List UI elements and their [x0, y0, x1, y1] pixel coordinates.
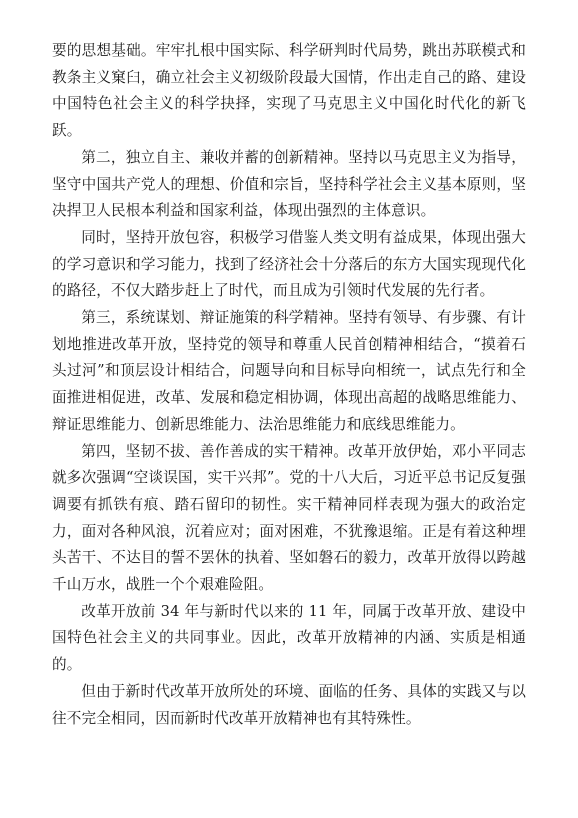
- paragraph-openness: 同时，坚持开放包容，积极学习借鉴人类文明有益成果，体现出强大的学习意识和学习能力，找到了经济社会十分落后的东方大国实现现代化的路径，不仅大踏步赶上了时代，而且成为引领时代发展的先行者。: [52, 228, 526, 300]
- paragraph-innovation-spirit: 第二，独立自主、兼收并蓄的创新精神。坚持以马克思主义为指导，坚守中国共产党人的理想、价值和宗旨，坚持科学社会主义基本原则，坚决捍卫人民根本利益和国家利益，体现出强烈的主体意识。: [52, 148, 526, 220]
- paragraph-common-cause: 改革开放前 34 年与新时代以来的 11 年，同属于改革开放、建设中国特色社会主义的共同事业。因此，改革开放精神的内涵、实质是相通的。: [52, 602, 526, 674]
- paragraph-practical-spirit: 第四，坚韧不拔、善作善成的实干精神。改革开放伊始，邓小平同志就多次强调“空谈误国，实干兴邦”。党的十八大后，习近平总书记反复强调要有抓铁有痕、踏石留印的韧性。实干精神同样表现为强大的政治定力，面对各种风浪，沉着应对；面对困难，不犹豫退缩。正是有着这种埋头苦干、不达目的誓不罢休的执着、坚如磐石的毅力，改革开放得以跨越千山万水，战胜一个个艰难险阻。: [52, 442, 526, 594]
- paragraph-continuation: 要的思想基础。牢牢扎根中国实际、科学研判时代局势，跳出苏联模式和教条主义窠臼，确立社会主义初级阶段最大国情，作出走自己的路、建设中国特色社会主义的科学抉择，实现了马克思主义中国化时代化的新飞跃。: [52, 42, 526, 140]
- paragraph-particularity: 但由于新时代改革开放所处的环境、面临的任务、具体的实践又与以往不完全相同，因而新时代改革开放精神也有其特殊性。: [52, 682, 526, 727]
- paragraph-scientific-spirit: 第三，系统谋划、辩证施策的科学精神。坚持有领导、有步骤、有计划地推进改革开放，坚持党的领导和尊重人民首创精神相结合，“摸着石头过河”和顶层设计相结合，问题导向和目标导向相统一，试点先行和全面推进相促进，改革、发展和稳定相协调，体现出高超的战略思维能力、辩证思维能力、创新思维能力、法治思维能力和底线思维能力。: [52, 309, 526, 433]
